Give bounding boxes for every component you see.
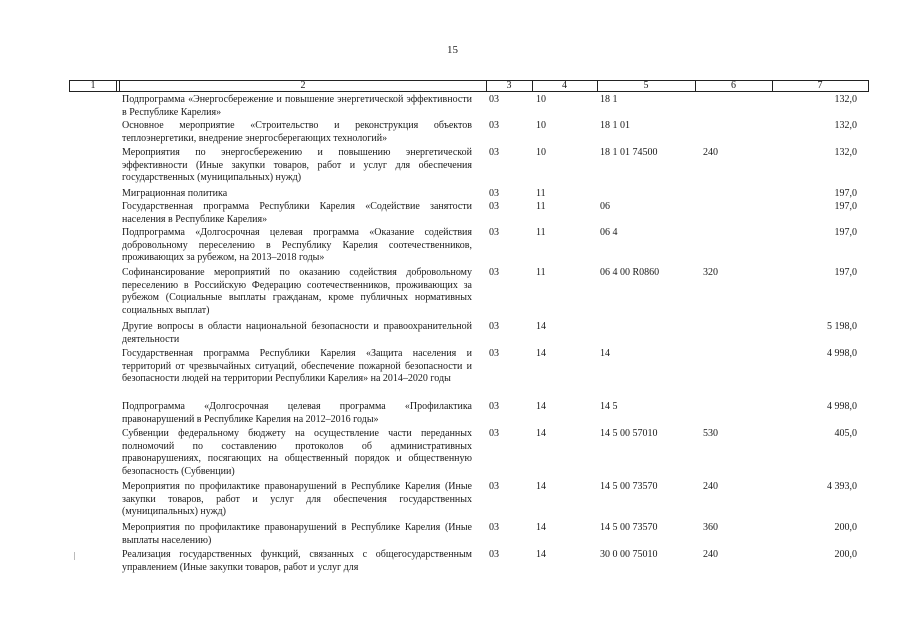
row-section-code: 03 [489,94,499,105]
table-body [0,94,905,576]
row-amount: 5 198,0 [827,321,857,332]
row-section-code: 03 [489,401,499,412]
row-target-article: 06 [600,201,610,212]
margin-mark [74,552,75,560]
row-description: Миграционная политика [122,188,228,199]
table-header-row [69,80,869,92]
row-subsection-code: 11 [536,227,546,238]
row-section-code: 03 [489,147,499,158]
row-expense-type: 240 [703,481,718,492]
table-row [0,481,905,522]
row-subsection-code: 10 [536,120,546,131]
row-description: Государственная программа Республики Карелия «Содействие занятости населения в Республике Карелия» [122,201,472,225]
row-amount: 132,0 [834,147,857,158]
row-section-code: 03 [489,428,499,439]
row-subsection-code: 14 [536,549,546,560]
row-amount: 4 998,0 [827,348,857,359]
row-target-article: 30 0 00 75010 [600,549,658,560]
row-section-code: 03 [489,201,499,212]
row-amount: 132,0 [834,120,857,131]
row-expense-type: 530 [703,428,718,439]
row-description: Подпрограмма «Долгосрочная целевая программа «Профилактика правонарушений в Республике Карелия на 2012–2016 годы» [122,401,472,425]
row-amount: 132,0 [834,94,857,105]
table-row [0,120,905,147]
row-expense-type: 360 [703,522,718,533]
row-target-article: 06 4 00 R0860 [600,267,660,278]
row-description: Подпрограмма «Долгосрочная целевая программа «Оказание содействия добровольному переселению в Республику Карелия соотечественников, проживающих за рубежом, на 2013–2018 годы» [122,227,472,264]
table-row [0,267,905,321]
row-subsection-code: 10 [536,147,546,158]
row-subsection-code: 11 [536,267,546,278]
table-row [0,321,905,348]
row-subsection-code: 14 [536,348,546,359]
row-section-code: 03 [489,522,499,533]
row-expense-type: 240 [703,147,718,158]
header-col-3: 3 [506,80,512,91]
table-row [0,428,905,481]
row-section-code: 03 [489,348,499,359]
row-description: Софинансирование мероприятий по оказанию содействия добровольному переселению в Российскую Федерацию соотечественников, проживающих за рубежом (Социальные выплаты гражданам, кроме публичных нормативных социальных выплат) [122,267,472,316]
table-row [0,94,905,120]
table-row [0,147,905,188]
row-amount: 200,0 [834,522,857,533]
row-section-code: 03 [489,549,499,560]
page-number: 15 [447,44,458,56]
table-row [0,522,905,549]
row-amount: 405,0 [834,428,857,439]
header-col-6: 6 [731,80,736,91]
table-row [0,227,905,267]
row-amount: 4 998,0 [827,401,857,412]
row-amount: 200,0 [834,549,857,560]
row-description: Мероприятия по энергосбережению и повышению энергетической эффективности (Иные закупки товаров, работ и услуг для обеспечения государственных (муниципальных) нужд) [122,147,472,184]
row-subsection-code: 11 [536,188,546,199]
row-target-article: 14 5 00 57010 [600,428,658,439]
row-subsection-code: 14 [536,481,546,492]
row-target-article: 14 5 00 73570 [600,522,658,533]
row-subsection-code: 14 [536,401,546,412]
row-subsection-code: 14 [536,522,546,533]
row-section-code: 03 [489,267,499,278]
table-row [0,401,905,428]
row-target-article: 18 1 01 [600,120,630,131]
row-subsection-code: 11 [536,201,546,212]
header-col-4: 4 [562,80,567,91]
row-expense-type: 320 [703,267,718,278]
row-description: Мероприятия по профилактике правонарушений в Республике Карелия (Иные закупки товаров, работ и услуг для обеспечения государственных (муниципальных) нужд) [122,481,472,518]
row-description: Субвенции федеральному бюджету на осуществление части переданных полномочий по составлению протоколов об административных правонарушениях, посягающих на общественный порядок и общественную безопасность (Субвенции) [122,428,472,477]
table-row [0,188,905,201]
row-target-article: 18 1 01 74500 [600,147,658,158]
header-col-2: 2 [300,80,306,91]
row-section-code: 03 [489,227,499,238]
row-target-article: 14 [600,348,610,359]
row-section-code: 03 [489,188,499,199]
row-section-code: 03 [489,321,499,332]
row-description: Реализация государственных функций, связанных с общегосударственным управлением (Иные закупки товаров, работ и услуг для [122,549,472,573]
row-description: Подпрограмма «Энергосбережение и повышение энергетической эффективности в Республике Карелия» [122,94,472,118]
row-subsection-code: 10 [536,94,546,105]
row-description: Мероприятия по профилактике правонарушений в Республике Карелия (Иные выплаты населению) [122,522,472,546]
row-amount: 197,0 [834,227,857,238]
row-amount: 4 393,0 [827,481,857,492]
row-subsection-code: 14 [536,428,546,439]
row-target-article: 06 4 [600,227,618,238]
table-row [0,201,905,227]
row-amount: 197,0 [834,188,857,199]
row-target-article: 14 5 00 73570 [600,481,658,492]
table-row [0,549,905,576]
row-section-code: 03 [489,120,499,131]
row-target-article: 18 1 [600,94,618,105]
row-description: Основное мероприятие «Строительство и реконструкция объектов теплоэнергетики, внедрение энергосберегающих технологий» [122,120,472,144]
row-description: Другие вопросы в области национальной безопасности и правоохранительной деятельности [122,321,472,345]
row-target-article: 14 5 [600,401,618,412]
header-col-5: 5 [643,80,649,91]
header-col-1: 1 [90,80,96,91]
row-expense-type: 240 [703,549,718,560]
row-amount: 197,0 [834,267,857,278]
header-col-7: 7 [817,80,823,91]
row-section-code: 03 [489,481,499,492]
table-row [0,348,905,401]
row-amount: 197,0 [834,201,857,212]
row-description: Государственная программа Республики Карелия «Защита населения и территорий от чрезвычайных ситуаций, обеспечение пожарной безопасности и безопасности людей на территории Республики Карелия» на 2014–2020 годы [122,348,472,385]
row-subsection-code: 14 [536,321,546,332]
